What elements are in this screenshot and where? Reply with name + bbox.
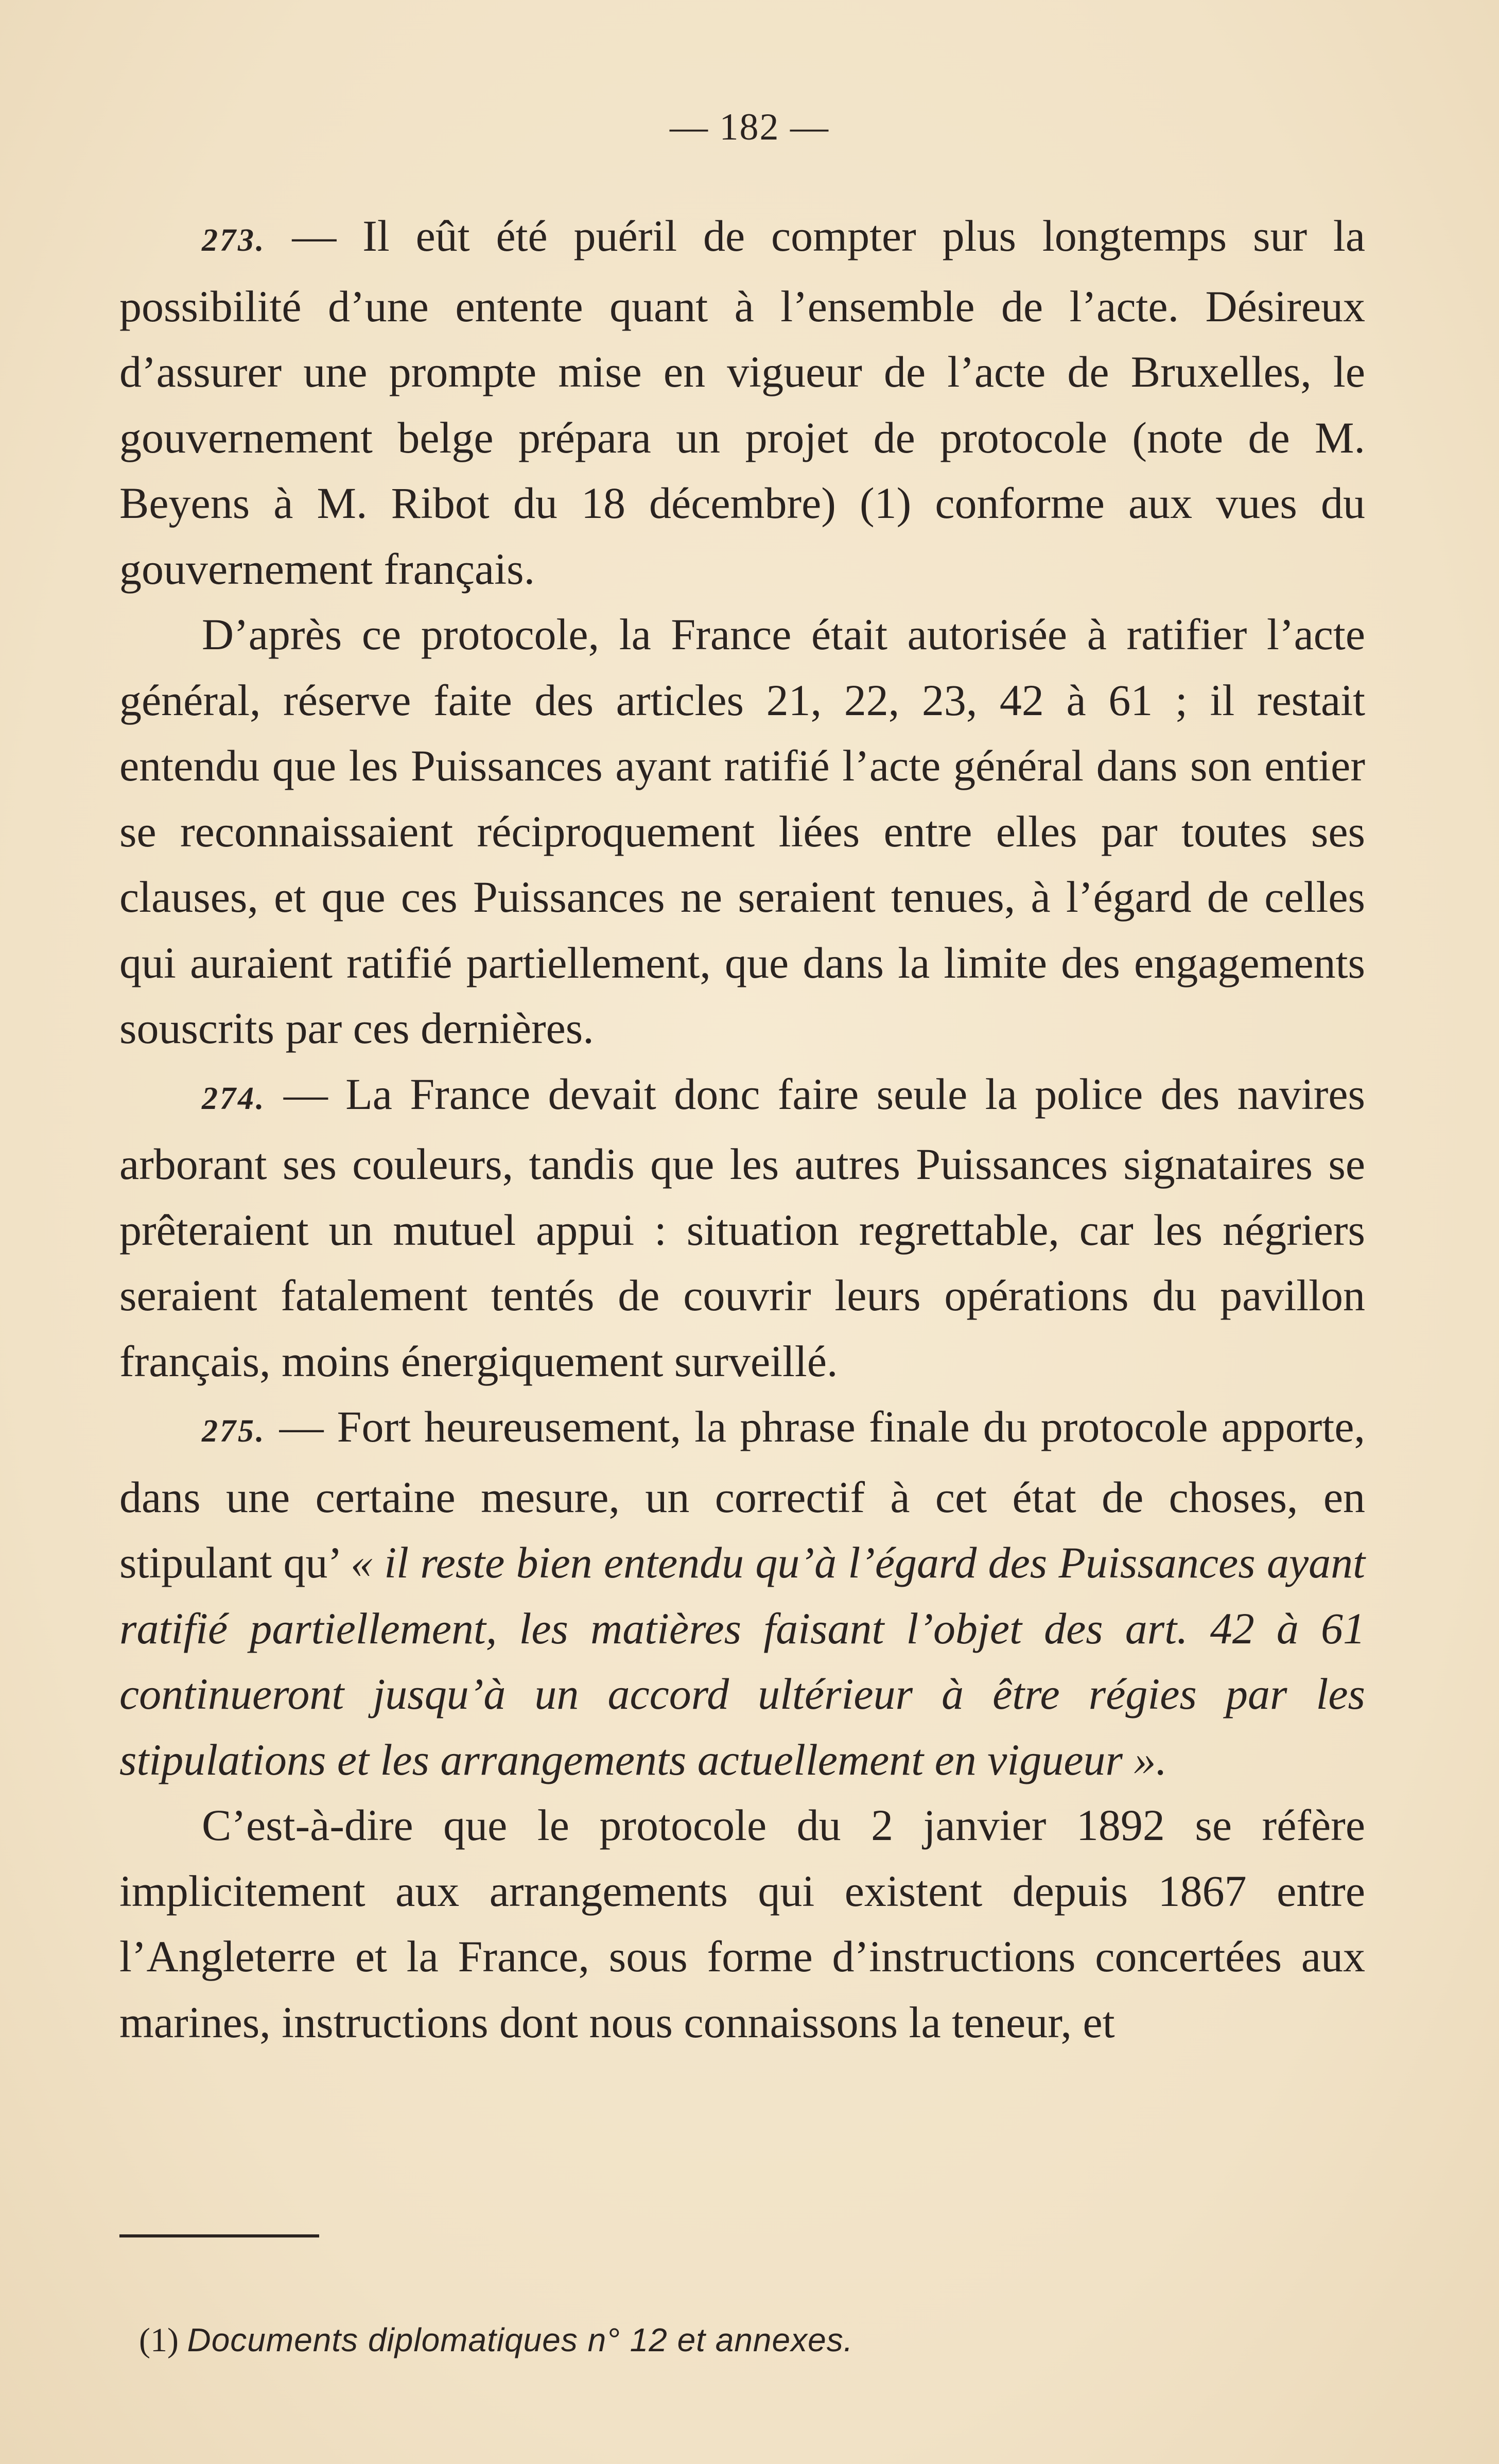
protocol-quote: « il reste bien entendu qu’à l’égard des Puissances ayant ratifié partiellement, les matières faisant l’objet des art. 42 à 61 continueront jusqu’à un accord ultérieur à être régies par les stipulations et les arrangements actuellement en vigueur ». — [119, 1538, 1366, 1784]
paragraph-273-continued: D’après ce protocole, la France était autorisée à ratifier l’acte général, réserve faite des articles 21, 22, 23, 42 à 61 ; il restait entendu que les Puissances ayant ratifié l’acte général dans son entier se reconnaissaient réciproquement liées entre elles par toutes ses clauses, et que ces Puissances ne seraient tenues, à l’égard de celles qui auraient ratifié partiellement, que dans la limite des engagements souscrits par ces dernières. — [119, 610, 1365, 1053]
footnote-divider — [119, 2234, 319, 2237]
paragraph-273-text: — Il eût été puéril de compter plus longtemps sur la possibilité d’une entente quant à l’ensemble de l’acte. Désireux d’assurer une prompte mise en vigueur de l’acte de Bruxelles, le gouvernement belge prépara un projet de protocole (note de M. Beyens à M. Ribot du 18 décembre) (1) conforme aux vues du gouvernement français. — [119, 211, 1365, 594]
paragraph-274 — [119, 1062, 1365, 1395]
footnote-marker: (1) — [139, 2321, 179, 2359]
page-number: — 182 — — [670, 106, 829, 148]
paragraph-274-text: — La France devait donc faire seule la police des navires arborant ses couleurs, tandis que les autres Puissances signataires se prêteraient un mutuel appui : situation regrettable, car les négriers seraient fatalement tentés de couvrir leurs opérations du pavillon français, moins énergiquement surveillé. — [119, 1069, 1365, 1386]
paragraph-275-continued: C’est-à-dire que le protocole du 2 janvier 1892 se réfère implicitement aux arrangements qui existent depuis 1867 entre l’Angleterre et la France, sous forme d’instructions concertées aux marines, instructions dont nous connaissons la teneur, et — [119, 1800, 1365, 2047]
paragraph-275 — [119, 1394, 1365, 1793]
footnote-text: Documents diplomatiques n° 12 et annexes. — [187, 2321, 853, 2358]
section-number-274: 274. — [202, 1081, 266, 1116]
section-number-275: 275. — [202, 1414, 266, 1449]
paragraph-273 — [119, 203, 1365, 602]
paragraph-275-text: — Fort heureusement, la phrase finale du protocole apporte, dans une certaine mesure, un correctif à cet état de choses, en stipulant qu’ — [119, 1402, 1365, 1587]
section-number-273: 273. — [202, 223, 266, 258]
body-text — [119, 203, 1365, 2055]
footnote — [139, 2319, 853, 2361]
